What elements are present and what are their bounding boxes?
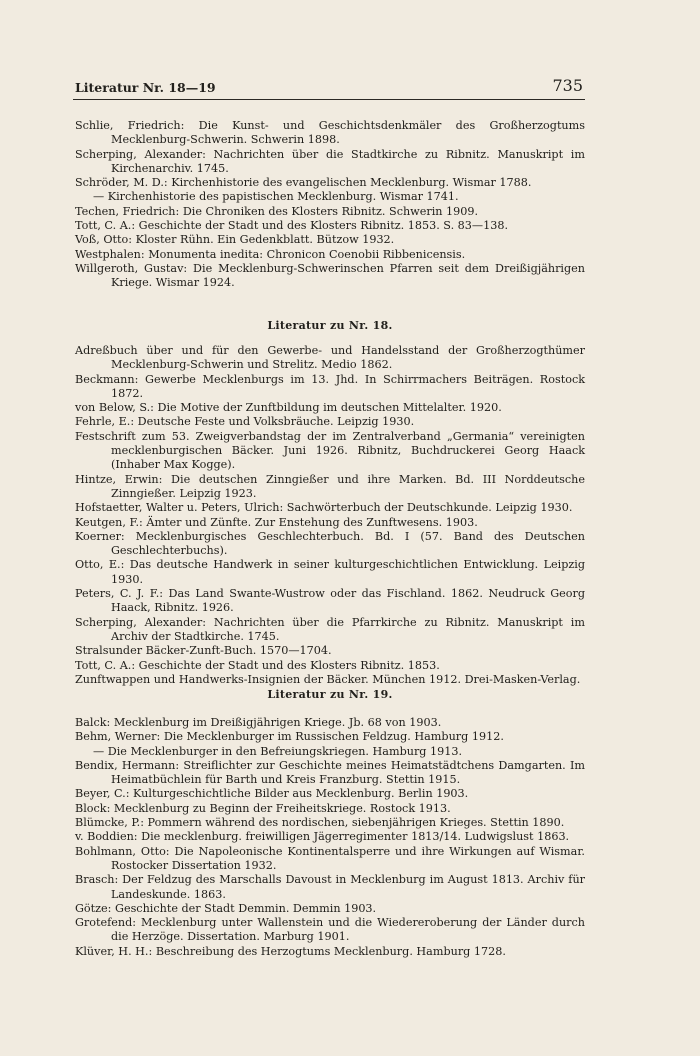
bib-entry: Otto, E.: Das deutsche Handwerk in seiner kulturgeschichtlichen Entwicklung. Leipzig 1930. <box>75 558 585 586</box>
bib-entry: Balck: Mecklenburg im Dreißigjährigen Kriege. Jb. 68 von 1903. <box>75 716 442 729</box>
page-number: 735 <box>552 76 583 95</box>
bib-entry: Götze: Geschichte der Stadt Demmin. Demmin 1903. <box>75 901 377 915</box>
bib-entry: Brasch: Der Feldzug des Marschalls Davoust in Mecklenburg im August 1813. Archiv für Landeskunde. 1863. <box>75 873 585 901</box>
running-title: Literatur Nr. 18—19 <box>75 80 216 95</box>
bib-entry: Techen, Friedrich: Die Chroniken des Klosters Ribnitz. Schwerin 1909. <box>75 204 479 218</box>
bib-entry: Hintze, Erwin: Die deutschen Zinngießer und ihre Marken. Bd. III Norddeutsche Zinngießer. Leipzig 1923. <box>75 472 585 500</box>
bib-entry: Voß, Otto: Kloster Rühn. Ein Gedenkblatt. Bützow 1932. <box>75 233 395 247</box>
bib-entry: Fehrle, E.: Deutsche Feste und Volksbräuche. Leipzig 1930. <box>75 415 415 429</box>
bib-entry: Beckmann: Gewerbe Mecklenburgs im 13. Jhd. In Schirrmachers Beiträgen. Rostock 1872. <box>75 372 585 400</box>
bib-entry: Beyer, C.: Kulturgeschichtliche Bilder aus Mecklenburg. Berlin 1903. <box>75 787 469 801</box>
bib-entry: Grotefend: Mecklenburg unter Wallenstein und die Wiedereroberung der Länder durch die Herzöge. Dissertation. Marburg 1901. <box>75 916 585 944</box>
bib-entry: Stralsunder Bäcker-Zunft-Buch. 1570—1704. <box>75 644 332 658</box>
bib-entry: v. Boddien: Die mecklenburg. freiwilligen Jägerregimenter 1813/14. Ludwigslust 1863. <box>75 830 570 844</box>
bib-entry: Westphalen: Monumenta inedita: Chronicon Coenobii Ribbenicensis. <box>75 247 466 261</box>
bib-entry: Festschrift zum 53. Zweigverbandstag der im Zentralverband „Germania“ vereinigten mecklenburgischen Bäcker. Juni 1926. Ribnitz, Buchdruckerei Georg Haack (Inhaber Max Kogge). <box>75 429 585 472</box>
bib-entry: Behm, Werner: Die Mecklenburger im Russischen Feldzug. Hamburg 1912. <box>75 730 504 744</box>
header-rule <box>73 99 585 100</box>
bib-entry: Adreßbuch über und für den Gewerbe- und Handelsstand der Großherzogthümer Mecklenburg-Schwerin und Strelitz. Medio 1862. <box>75 344 585 372</box>
bibliography-section-continued <box>75 119 585 291</box>
bib-entry: Zunftwappen und Handwerks-Insignien der Bäcker. München 1912. Drei-Masken-Verlag. <box>75 672 581 686</box>
bib-entry: — Die Mecklenburger in den Befreiungskriegen. Hamburg 1913. <box>93 744 463 758</box>
bib-entry: Bohlmann, Otto: Die Napoleonische Kontinentalsperre und ihre Wirkungen auf Wismar. Rostocker Dissertation 1932. <box>75 844 585 872</box>
bibliography-section-nr-18 <box>75 344 585 687</box>
running-header <box>75 76 583 95</box>
bibliography-section-nr-19 <box>75 716 585 959</box>
bib-entry: Tott, C. A.: Geschichte der Stadt und des Klosters Ribnitz. 1853. <box>75 658 440 672</box>
bib-entry: Blümcke, P.: Pommern während des nordischen, siebenjährigen Krieges. Stettin 1890. <box>75 816 565 830</box>
bib-entry: Block: Mecklenburg zu Beginn der Freiheitskriege. Rostock 1913. <box>75 801 451 815</box>
bib-entry: Koerner: Mecklenburgisches Geschlechterbuch. Bd. I (57. Band des Deutschen Geschlechterbuchs). <box>75 529 585 558</box>
bib-entry: Hofstaetter, Walter u. Peters, Ulrich: Sachwörterbuch der Deutschkunde. Leipzig 1930. <box>75 501 573 515</box>
section-heading-nr-18: Literatur zu Nr. 18. <box>267 319 393 332</box>
bib-entry: — Kirchenhistorie des papistischen Mecklenburg. Wismar 1741. <box>93 190 459 204</box>
bib-entry: Klüver, H. H.: Beschreibung des Herzogtums Mecklenburg. Hamburg 1728. <box>75 944 506 958</box>
bib-entry: Keutgen, F.: Ämter und Zünfte. Zur Enstehung des Zunftwesens. 1903. <box>75 515 478 529</box>
bib-entry: Scherping, Alexander: Nachrichten über die Pfarrkirche zu Ribnitz. Manuskript im Archiv der Stadtkirche. 1745. <box>75 615 585 643</box>
bib-entry: von Below, S.: Die Motive der Zunftbildung im deutschen Mittelalter. 1920. <box>75 401 502 415</box>
bib-entry: Willgeroth, Gustav: Die Mecklenburg-Schwerinschen Pfarren seit dem Dreißigjährigen Kriege. Wismar 1924. <box>75 261 585 290</box>
bib-entry: Peters, C. J. F.: Das Land Swante-Wustrow oder das Fischland. 1862. Neudruck Georg Haack, Ribnitz. 1926. <box>75 587 585 615</box>
bib-entry: Scherping, Alexander: Nachrichten über die Stadtkirche zu Ribnitz. Manuskript im Kirchenarchiv. 1745. <box>75 147 585 175</box>
bib-entry: Bendix, Hermann: Streiflichter zur Geschichte meines Heimatstädtchens Damgarten. Im Heimatbüchlein für Barth und Kreis Franzburg. Stettin 1915. <box>75 758 585 787</box>
bib-entry: Schlie, Friedrich: Die Kunst- und Geschichtsdenkmäler des Großherzogtums Mecklenburg-Schwerin. Schwerin 1898. <box>75 119 585 147</box>
bib-entry: Tott, C. A.: Geschichte der Stadt und des Klosters Ribnitz. 1853. S. 83—138. <box>75 219 509 233</box>
section-heading-nr-19: Literatur zu Nr. 19. <box>267 688 393 701</box>
bib-entry: Schröder, M. D.: Kirchenhistorie des evangelischen Mecklenburg. Wismar 1788. <box>75 176 532 190</box>
